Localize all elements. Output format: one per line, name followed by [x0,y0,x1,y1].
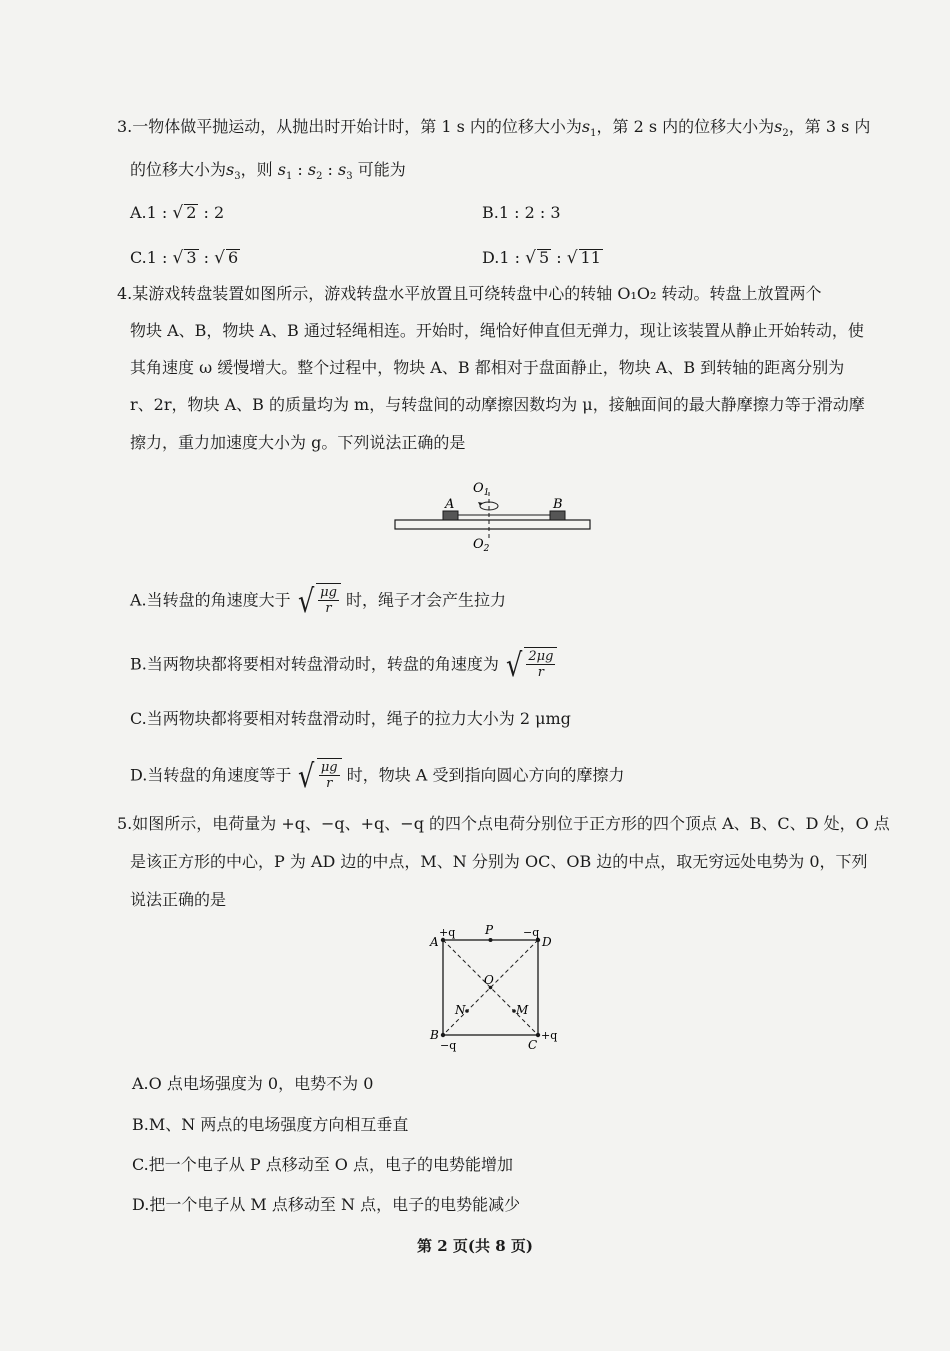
q4-line-3: 其角速度 ω 缓慢增大。整个过程中，物块 A、B 都相对于盘面静止，物块 A、B 到转轴的距离分别为 [130,358,845,377]
label-p: P [485,923,494,937]
charge-b: −q [440,1039,457,1052]
point-n [465,1009,469,1013]
q4-option-d[interactable]: D.当转盘的角速度等于 √ $\frac{\mu g}{r}$ 时，物块 A 受到指向圆心方向的摩擦力 [130,757,625,795]
charge-a: +q [439,926,456,939]
q4-line-2: 物块 A、B，物块 A、B 通过轻绳相连。开始时，绳恰好伸直但无弹力，现让该装置从静止开始转动，使 [130,321,864,340]
q5-option-a[interactable]: A.O 点电场强度为 0，电势不为 0 [132,1074,374,1093]
q3-line-1: 3.一物体做平抛运动，从抛出时开始计时，第 1 s 内的位移大小为$s_1$，第 2 s 内的位移大小为$s_2$，第 3 s 内 [117,117,871,140]
label-o1: $O_1$ [473,481,490,498]
q5-line-2: 是该正方形的中心，P 为 AD 边的中点，M、N 分别为 OC、OB 边的中点，取无穷远处电势为 0，下列 [130,852,868,871]
q4-line-1: 4.某游戏转盘装置如图所示，游戏转盘水平放置且可绕转盘中心的转轴 O₁O₂ 转动。转盘上放置两个 [117,284,822,303]
q3-line-2: 的位移大小为$s_3$，则 $s_1$ : $s_2$ : $s_3$ 可能为 [130,160,406,183]
label-a: A [445,497,455,512]
charge-d: −q [523,926,540,939]
q3-option-c[interactable]: C.1 : √ 3 : √ 6 [130,248,239,268]
page-footer: 第 2 页(共 8 页) [417,1237,533,1255]
q4-line-5: 擦力，重力加速度大小为 g。下列说法正确的是 [130,433,466,452]
square-charges-diagram [418,922,563,1057]
q4-option-a[interactable]: A.当转盘的角速度大于 √ $\frac{\mu g}{r}$ 时，绳子才会产生拉力 [130,582,507,620]
q3-option-a[interactable]: A.1 : √ 2 : 2 [130,203,225,223]
q4-option-b[interactable]: B.当两物块都将要相对转盘滑动时，转盘的角速度为 √ $\frac{2\mu g}{r}$ [130,647,557,683]
q5-option-b[interactable]: B.M、N 两点的电场强度方向相互垂直 [132,1115,409,1134]
q5-option-d[interactable]: D.把一个电子从 M 点移动至 N 点，电子的电势能减少 [132,1195,521,1214]
turntable-disk [395,520,590,529]
turntable-diagram [385,478,600,553]
label-c: C [528,1038,538,1052]
q5-option-c[interactable]: C.把一个电子从 P 点移动至 O 点，电子的电势能增加 [132,1155,513,1174]
q4-line-4: r、2r，物块 A、B 的质量均为 m，与转盘间的动摩擦因数均为 μ，接触面间的最大静摩擦力等于滑动摩 [130,395,865,414]
label-o: O [484,973,494,987]
label-b: B [553,497,563,512]
charge-c: +q [541,1029,558,1042]
label-d: D [542,935,552,949]
q5-line-1: 5.如图所示，电荷量为 +q、−q、+q、−q 的四个点电荷分别位于正方形的四个顶点 A、B、C、D 处，O 点 [117,814,890,833]
label-m: M [516,1003,529,1017]
block-b [550,511,565,520]
label-a: A [430,935,439,949]
q5-line-3: 说法正确的是 [130,890,227,909]
label-b: B [430,1028,439,1042]
label-n: N [455,1003,466,1017]
bleed-through-shadow [470,150,471,151]
q4-option-c[interactable]: C.当两物块都将要相对转盘滑动时，绳子的拉力大小为 2 μmg [130,709,571,728]
label-o2: $O_2$ [473,537,490,553]
point-p [489,938,493,942]
q3-option-d[interactable]: D.1 : √ 5 : √ 11 [482,248,601,268]
block-a [443,511,458,520]
q3-option-b[interactable]: B.1 : 2 : 3 [482,203,561,222]
